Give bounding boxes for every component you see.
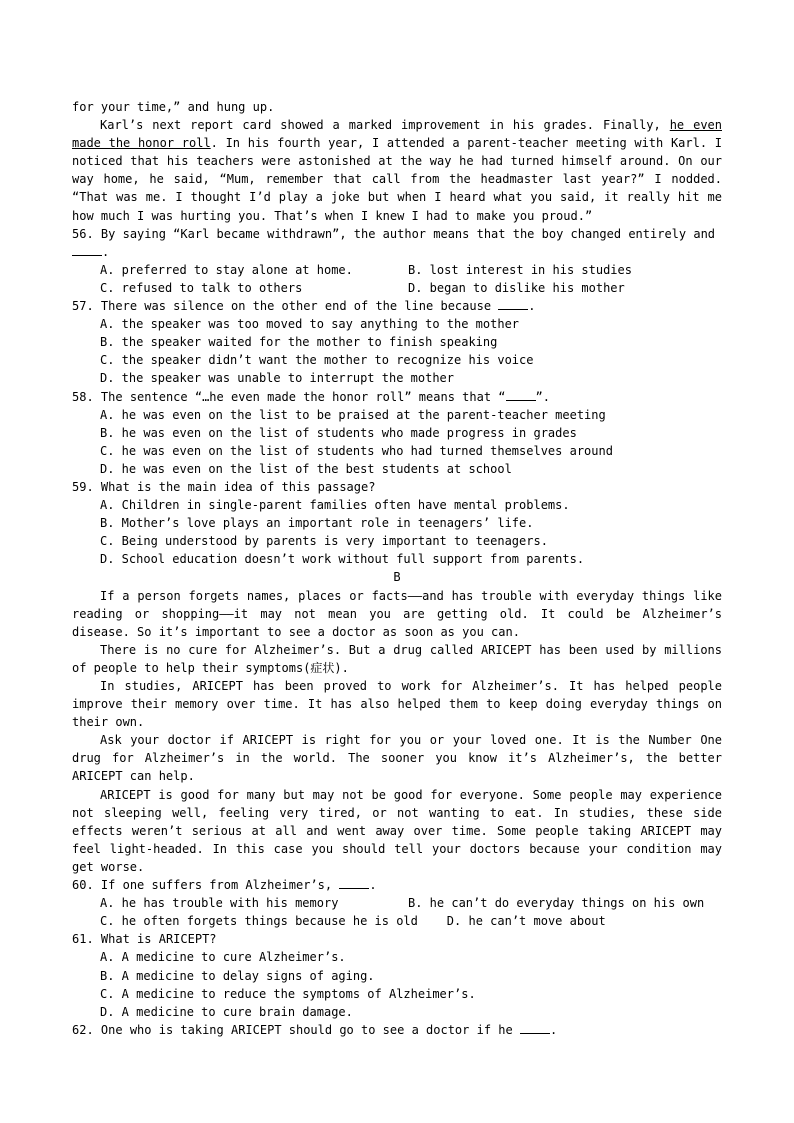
question-58 xyxy=(72,388,722,478)
question-59 xyxy=(72,478,722,568)
option-row xyxy=(72,894,722,912)
answer-blank xyxy=(520,1022,550,1034)
option-b: B. lost interest in his studies xyxy=(408,262,632,277)
question-number: 60. xyxy=(72,878,94,893)
question-text: One who is taking ARICEPT should go to see a doctor if he xyxy=(100,1022,513,1037)
passage-b-paragraph-4: Ask your doctor if ARICEPT is right for you or your loved one. It is the Number One drug for Alzheimer’s in the world. The sooner you know it’s Alzheimer’s, the better ARICEPT can help. xyxy=(72,733,722,784)
section-heading: B xyxy=(393,570,401,585)
answer-blank xyxy=(506,389,536,401)
option-a: A. he has trouble with his memory xyxy=(100,896,339,911)
question-text: What is the main idea of this passage? xyxy=(100,479,376,494)
question-text: By saying “Karl became withdrawn”, the author means that the boy changed entirely and xyxy=(100,226,716,241)
question-stem-cont xyxy=(72,243,722,261)
question-stem xyxy=(72,930,722,948)
question-text: The sentence “…he even made the honor roll” means that “ xyxy=(100,389,506,404)
option-b: B. he was even on the list of students who made progress in grades xyxy=(100,425,577,440)
passage-b-paragraph-3: In studies, ARICEPT has been proved to work for Alzheimer’s. It has helped people improve their memory over time. It has also helped them to keep doing everyday things on their own. xyxy=(72,679,722,730)
question-stem xyxy=(72,478,722,496)
question-stem xyxy=(72,388,722,406)
option-d: D. A medicine to cure brain damage. xyxy=(100,1004,353,1019)
question-62 xyxy=(72,1021,722,1039)
question-61 xyxy=(72,930,722,1020)
question-number: 59. xyxy=(72,479,94,494)
option-row xyxy=(72,912,722,930)
passage-a-text: Karl’s next report card showed a marked improvement in his grades. Finally, xyxy=(100,118,670,133)
option-b: B. A medicine to delay signs of aging. xyxy=(100,968,375,983)
option-d: D. School education doesn’t work without full support from parents. xyxy=(100,552,585,567)
option-row xyxy=(72,279,722,297)
passage-b-paragraph-5: ARICEPT is good for many but may not be good for everyone. Some people may experience not sleeping well, feeling very tired, or not wanting to eat. In studies, these side effects weren’t serious at all and went away over time. Some people taking ARICEPT may feel light-headed. In this case you should tell your doctors because your condition may get worse. xyxy=(72,787,722,874)
question-56 xyxy=(72,225,722,297)
question-stem xyxy=(72,297,722,315)
question-stem xyxy=(72,1021,722,1039)
option-d: D. he was even on the list of the best students at school xyxy=(100,461,512,476)
option-b: B. he can’t do everyday things on his own xyxy=(408,896,705,911)
option-c: C. A medicine to reduce the symptoms of Alzheimer’s. xyxy=(100,986,476,1001)
question-text: . xyxy=(528,299,536,314)
answer-blank xyxy=(72,244,102,256)
question-number: 58. xyxy=(72,389,94,404)
option-c: C. refused to talk to others xyxy=(100,280,303,295)
option-b: B. Mother’s love plays an important role in teenagers’ life. xyxy=(100,516,534,531)
option-a: A. A medicine to cure Alzheimer’s. xyxy=(100,950,346,965)
question-text: . xyxy=(369,878,377,893)
passage-a-text: . In his fourth year, I attended a parent-teacher meeting with Karl. I noticed that his teachers were astonished at the way he had turned himself around. On our way home, he said, “Mum, remember that call from the headmaster last year?” I nodded. “That was me. I thought I’d play a joke but when I heard what you said, it really hit me how much I was hurting you. That’s when I knew I had to make you proud.” xyxy=(72,136,722,223)
question-stem xyxy=(72,876,722,894)
question-57 xyxy=(72,297,722,387)
option-a: A. Children in single-parent families often have mental problems. xyxy=(100,498,570,513)
option-d: D. began to dislike his mother xyxy=(408,280,625,295)
passage-a-paragraph xyxy=(72,116,722,225)
option-d: D. he can’t move about xyxy=(446,914,606,929)
question-text: If one suffers from Alzheimer’s, xyxy=(100,878,333,893)
answer-blank xyxy=(498,298,528,310)
question-number: 61. xyxy=(72,932,94,947)
answer-blank xyxy=(339,877,369,889)
option-row xyxy=(72,261,722,279)
question-60 xyxy=(72,876,722,930)
option-d: D. the speaker was unable to interrupt the mother xyxy=(100,371,455,386)
underlined-phrase: he even made the honor roll xyxy=(72,118,722,151)
option-c: C. the speaker didn’t want the mother to recognize his voice xyxy=(100,353,534,368)
question-text: What is ARICEPT? xyxy=(100,932,217,947)
question-text: ”. xyxy=(535,389,550,404)
question-text: . xyxy=(102,244,110,259)
page-content xyxy=(72,98,722,1039)
option-a: A. he was even on the list to be praised at the parent-teacher meeting xyxy=(100,407,606,422)
option-a: A. the speaker was too moved to say anything to the mother xyxy=(100,317,520,332)
option-a: A. preferred to stay alone at home. xyxy=(100,262,353,277)
question-stem xyxy=(72,225,722,243)
passage-b-paragraph-1: If a person forgets names, places or facts——and has trouble with everyday things like reading or shopping——it may not mean you are getting old. It could be Alzheimer’s disease. So it’s important to see a doctor as soon as you can. xyxy=(72,588,722,639)
option-c: C. he often forgets things because he is old xyxy=(100,914,418,929)
question-number: 57. xyxy=(72,299,94,314)
question-number: 56. xyxy=(72,226,94,241)
question-text: There was silence on the other end of the line because xyxy=(100,299,492,314)
option-c: C. Being understood by parents is very important to teenagers. xyxy=(100,534,548,549)
question-text: . xyxy=(549,1022,558,1037)
question-number: 62. xyxy=(72,1022,94,1037)
passage-b-paragraph-2: There is no cure for Alzheimer’s. But a drug called ARICEPT has been used by millions of people to help their symptoms(症状). xyxy=(72,642,722,675)
passage-a-continuation: for your time,” and hung up. xyxy=(72,100,275,114)
option-c: C. he was even on the list of students who had turned themselves around xyxy=(100,443,613,458)
option-b: B. the speaker waited for the mother to finish speaking xyxy=(100,335,498,350)
